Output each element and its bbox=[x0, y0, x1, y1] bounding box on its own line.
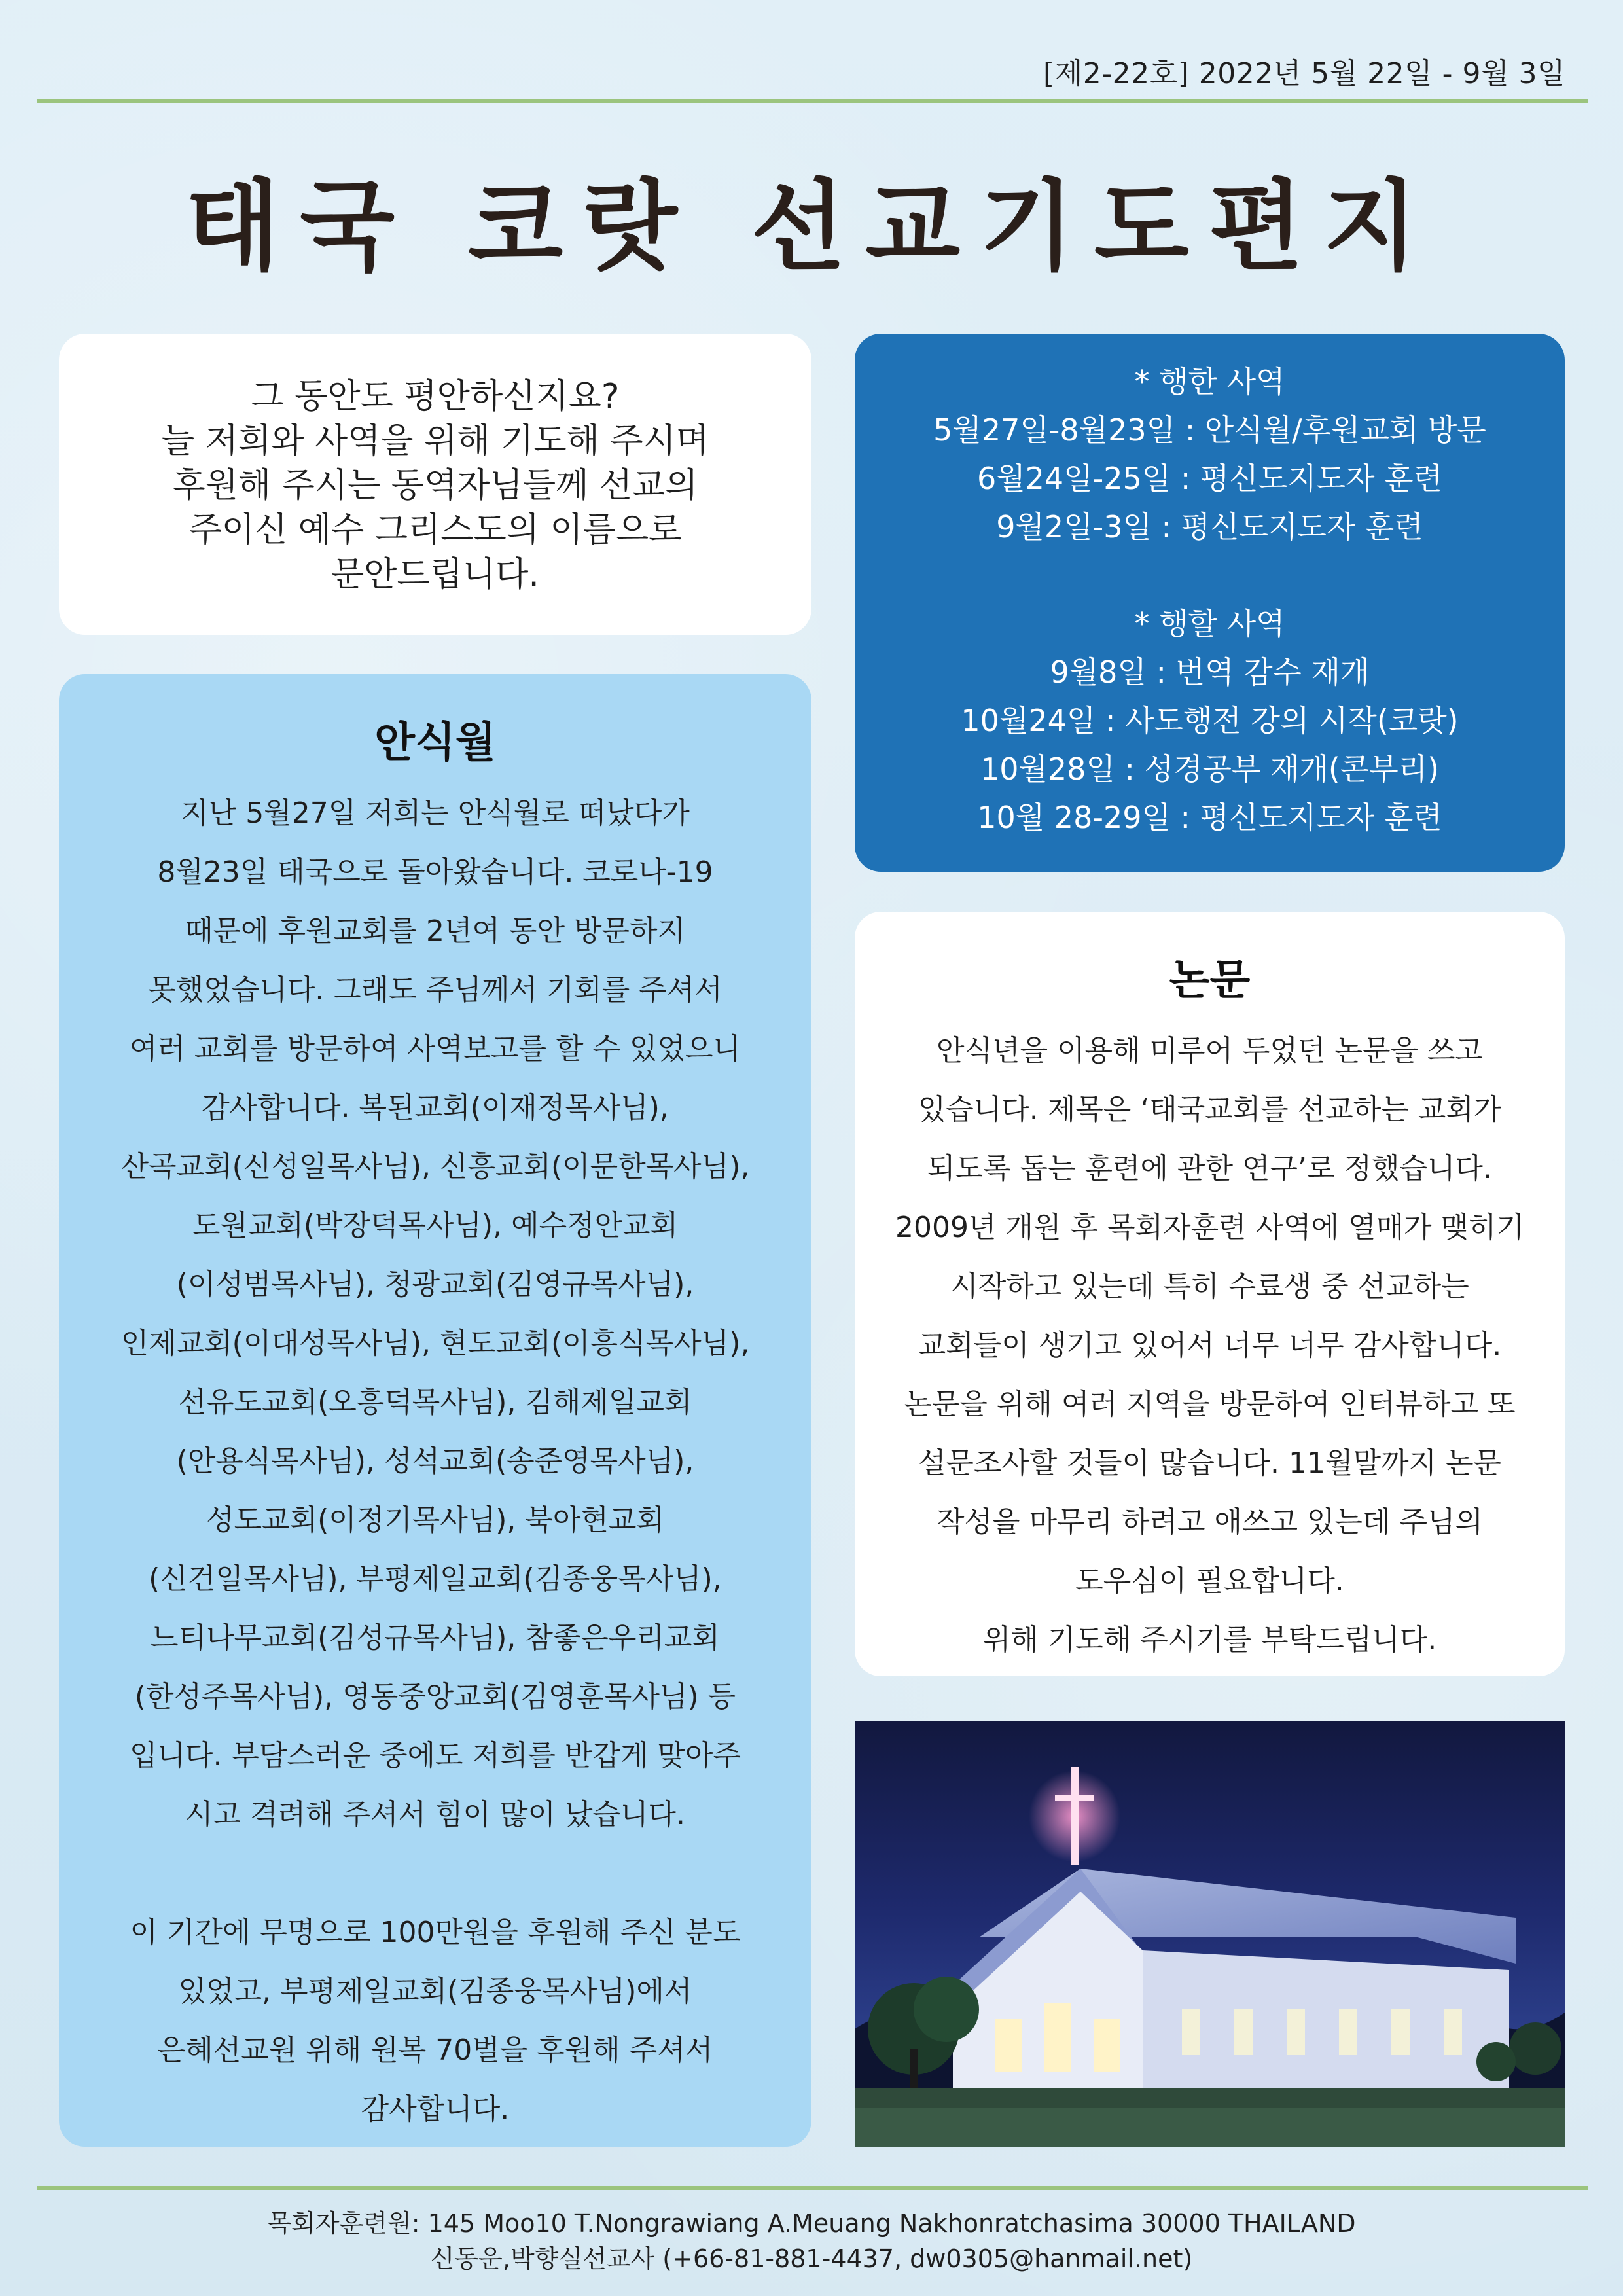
thesis-line: 안식년을 이용해 미루어 두었던 논문을 쓰고 bbox=[936, 1034, 1483, 1067]
sabbatical-line: 입니다. 부담스러운 중에도 저희를 반갑게 맞아주 bbox=[130, 1739, 741, 1772]
sabbatical-line: (이성범목사님), 청광교회(김영규목사님), bbox=[176, 1268, 694, 1301]
thesis-line: 작성을 마무리 하려고 애쓰고 있는데 주님의 bbox=[936, 1505, 1483, 1539]
greeting-line: 그 동안도 평안하신지요? bbox=[251, 377, 620, 416]
sabbatical-line: 못했었습니다. 그래도 주님께서 기회를 주셔서 bbox=[148, 973, 722, 1007]
sabbatical-line: 도원교회(박장덕목사님), 예수정안교회 bbox=[192, 1209, 679, 1242]
thesis-card bbox=[855, 912, 1565, 1676]
done-ministry-item: 9월2일-3일 : 평신도지도자 훈련 bbox=[996, 509, 1423, 545]
footer bbox=[0, 2206, 1623, 2276]
footer-address: 목회자훈련원: 145 Moo10 T.Nongrawiang A.Meuang Nakhonratchasima 30000 THAILAND bbox=[267, 2209, 1356, 2238]
sabbatical-line: 선유도교회(오흥덕목사님), 김해제일교회 bbox=[178, 1386, 692, 1419]
sabbatical-line: 느티나무교회(김성규목사님), 참좋은우리교회 bbox=[151, 1621, 720, 1655]
ministry-schedule-card bbox=[855, 334, 1565, 872]
sabbatical-line: (한성주목사님), 영동중앙교회(김영훈목사님) 등 bbox=[134, 1680, 736, 1713]
church-illustration bbox=[855, 1721, 1565, 2147]
thesis-line: 위해 기도해 주시기를 부탁드립니다. bbox=[982, 1623, 1437, 1657]
sabbatical-line: 시고 격려해 주셔서 힘이 많이 났습니다. bbox=[185, 1798, 685, 1831]
sabbatical-line: 지난 5월27일 저희는 안식월로 떠났다가 bbox=[181, 797, 690, 830]
footer-contact: 신동운,박향실선교사 (+66-81-881-4437, dw0305@hanmail.net) bbox=[430, 2244, 1193, 2273]
done-ministry-heading: * 행한 사역 bbox=[1134, 364, 1285, 399]
greeting-line: 후원해 주시는 동역자님들께 선교의 bbox=[172, 466, 698, 505]
spacer bbox=[59, 1844, 812, 1903]
greeting-line: 주이신 예수 그리스도의 이름으로 bbox=[188, 511, 682, 550]
page-title: 태국 코랏 선교기도편지 bbox=[185, 169, 1438, 284]
planned-ministry-item: 10월28일 : 성경공부 재개(콘부리) bbox=[980, 751, 1440, 787]
sabbatical-line: 8월23일 태국으로 돌아왔습니다. 코로나-19 bbox=[157, 855, 713, 889]
planned-ministry-item: 9월8일 : 번역 감수 재개 bbox=[1050, 655, 1370, 690]
done-ministry-item: 6월24일-25일 : 평신도지도자 훈련 bbox=[976, 461, 1443, 496]
sabbatical-line: 있었고, 부평제일교회(김종웅목사님)에서 bbox=[178, 1975, 692, 2008]
sabbatical-line: (안용식목사님), 성석교회(송준영목사님), bbox=[176, 1444, 694, 1478]
thesis-line: 있습니다. 제목은 ‘태국교회를 선교하는 교회가 bbox=[918, 1093, 1502, 1126]
church-photo bbox=[855, 1721, 1565, 2147]
spacer bbox=[855, 551, 1565, 600]
sabbatical-line: 여러 교회를 방문하여 사역보고를 할 수 있었으니 bbox=[130, 1032, 741, 1066]
greeting-card bbox=[59, 334, 812, 635]
planned-ministry-item: 10월 28-29일 : 평신도지도자 훈련 bbox=[977, 800, 1442, 835]
top-divider bbox=[37, 99, 1588, 103]
thesis-line: 설문조사할 것들이 많습니다. 11월말까지 논문 bbox=[918, 1446, 1501, 1480]
thesis-line: 도우심이 필요합니다. bbox=[1075, 1564, 1344, 1598]
done-ministry-item: 5월27일-8월23일 : 안식월/후원교회 방문 bbox=[933, 412, 1486, 448]
sabbatical-line: (신건일목사님), 부평제일교회(김종웅목사님), bbox=[149, 1562, 722, 1596]
sabbatical-line: 감사합니다. 복된교회(이재정목사님), bbox=[202, 1091, 669, 1124]
sabbatical-card bbox=[59, 674, 812, 2147]
greeting-line: 늘 저희와 사역을 위해 기도해 주시며 bbox=[161, 422, 709, 461]
sabbatical-line: 감사합니다. bbox=[361, 2092, 510, 2126]
issue-date: [제2-22호] 2022년 5월 22일 - 9월 3일 bbox=[1043, 57, 1565, 90]
planned-ministry-item: 10월24일 : 사도행전 강의 시작(코랏) bbox=[961, 703, 1459, 738]
sabbatical-line: 때문에 후원교회를 2년여 동안 방문하지 bbox=[185, 914, 685, 948]
thesis-line: 되도록 돕는 훈련에 관한 연구’로 정했습니다. bbox=[927, 1152, 1492, 1185]
thesis-line: 교회들이 생기고 있어서 너무 너무 감사합니다. bbox=[918, 1329, 1502, 1362]
sabbatical-line: 이 기간에 무명으로 100만원을 후원해 주신 분도 bbox=[130, 1916, 741, 1949]
planned-ministry-heading: * 행할 사역 bbox=[1134, 606, 1285, 641]
thesis-line: 2009년 개원 후 목회자훈련 사역에 열매가 맺히기 bbox=[895, 1211, 1524, 1244]
sabbatical-line: 산곡교회(신성일목사님), 신흥교회(이문한목사님), bbox=[120, 1150, 750, 1183]
thesis-line: 시작하고 있는데 특히 수료생 중 선교하는 bbox=[950, 1270, 1469, 1303]
sabbatical-heading: 안식월 bbox=[374, 718, 496, 767]
thesis-line: 논문을 위해 여러 지역을 방문하여 인터뷰하고 또 bbox=[904, 1388, 1516, 1421]
sabbatical-line: 은혜선교원 위해 원복 70벌을 후원해 주셔서 bbox=[157, 2034, 713, 2067]
sabbatical-line: 성도교회(이정기목사님), 북아현교회 bbox=[206, 1503, 664, 1537]
thesis-heading: 논문 bbox=[1169, 956, 1251, 1005]
bottom-divider bbox=[37, 2186, 1588, 2190]
sabbatical-line: 인제교회(이대성목사님), 현도교회(이흥식목사님), bbox=[120, 1327, 750, 1360]
greeting-line: 문안드립니다. bbox=[331, 555, 539, 594]
